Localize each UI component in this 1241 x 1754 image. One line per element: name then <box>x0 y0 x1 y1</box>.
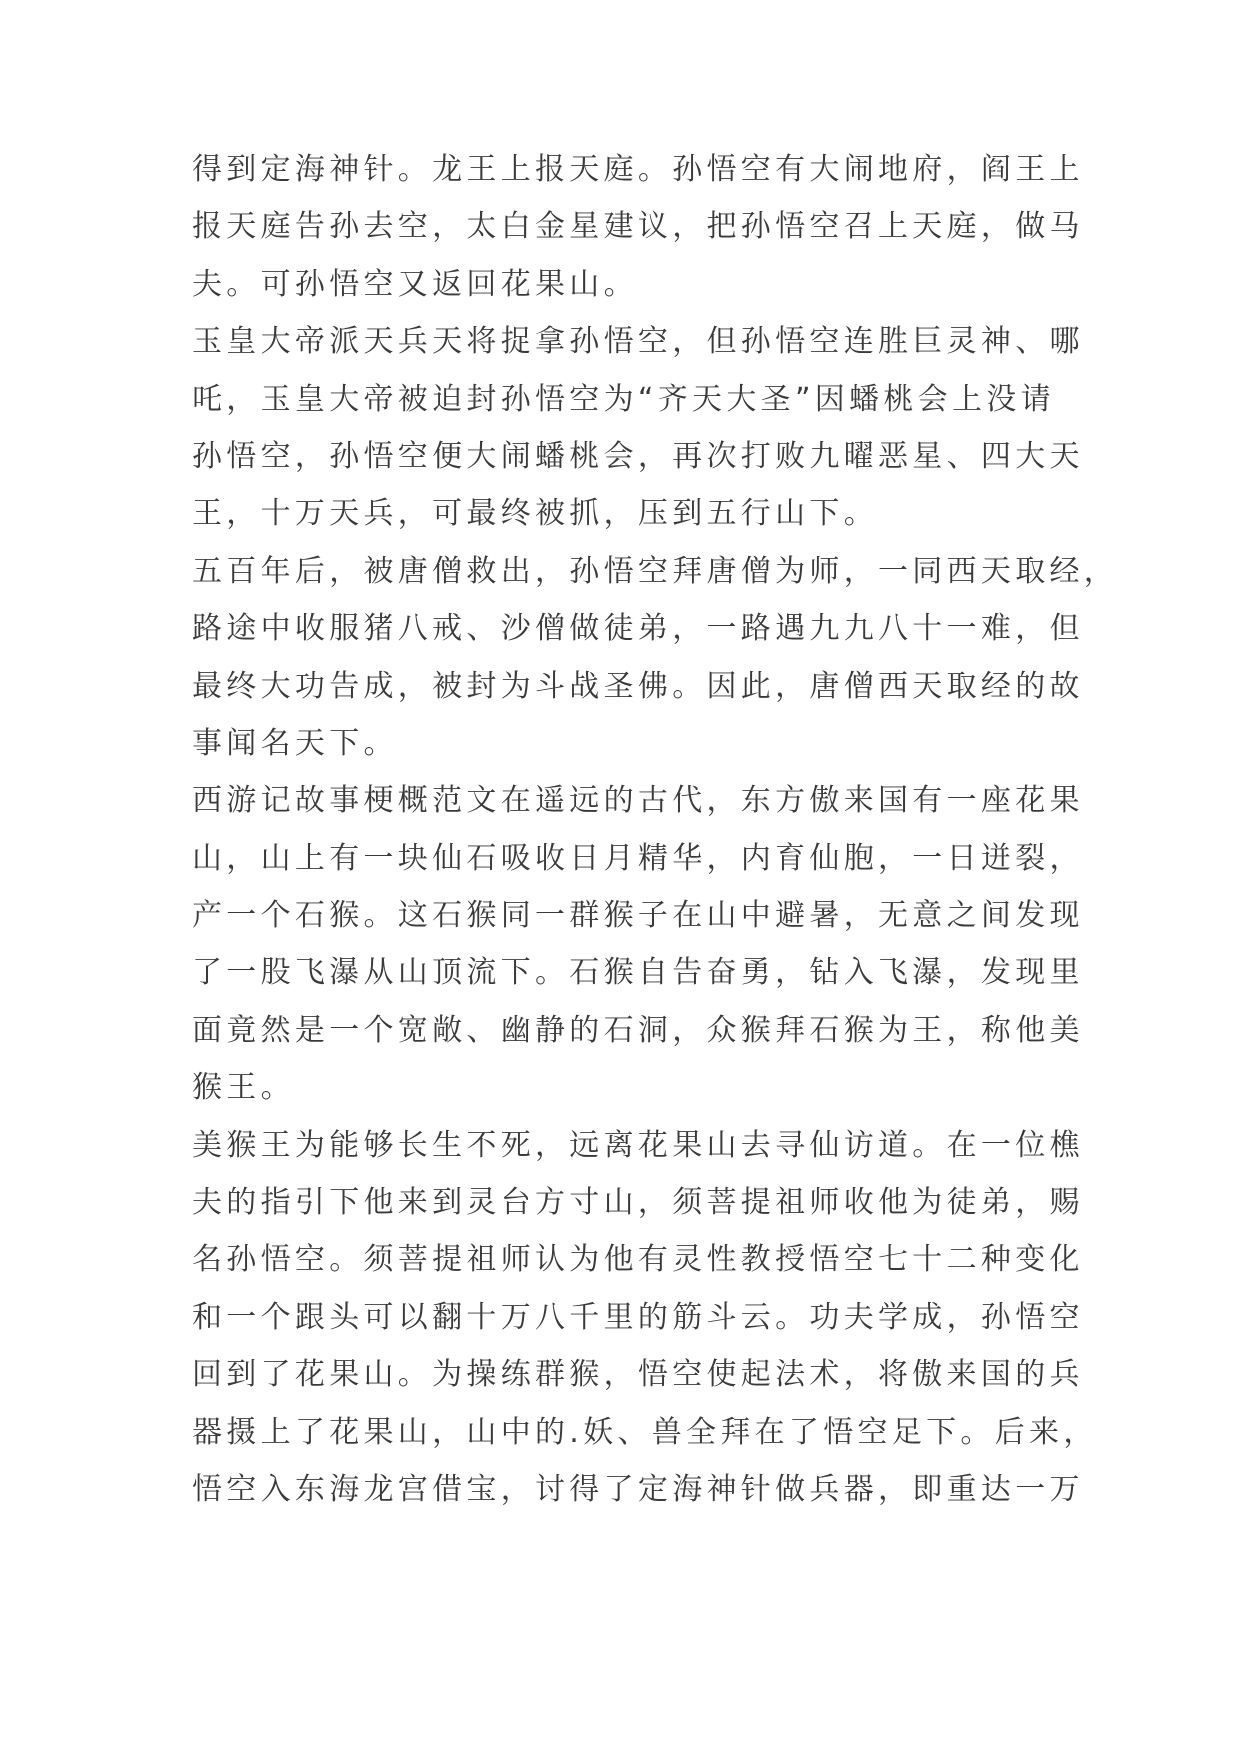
text-line: 吒，玉皇大帝被迫封孙悟空为“齐天大圣”因蟠桃会上没请 <box>192 381 1055 417</box>
text-line: 美猴王为能够长生不死，远离花果山去寻仙访道。在一位樵 <box>192 1127 1084 1163</box>
text-line: 夫。可孙悟空又返回花果山。 <box>192 266 638 302</box>
text-line: 路途中收服猪八戒、沙僧做徒弟，一路遇九九八十一难，但 <box>192 611 1084 647</box>
text-line: 了一股飞瀑从山顶流下。石猴自告奋勇，钻入飞瀑，发现里 <box>192 955 1084 991</box>
document-body <box>192 141 1119 1518</box>
text-line: 玉皇大帝派天兵天将捉拿孙悟空，但孙悟空连胜巨灵神、哪 <box>192 324 1084 360</box>
text-line: 西游记故事梗概范文在遥远的古代，东方傲来国有一座花果 <box>192 783 1084 819</box>
text-line: 得到定海神针。龙王上报天庭。孙悟空有大闹地府，阎王上 <box>192 152 1084 187</box>
text-line: 器摄上了花果山，山中的.妖、兽全拜在了悟空足下。后来， <box>192 1414 1098 1450</box>
text-line: 产一个石猴。这石猴同一群猴子在山中避暑，无意之间发现 <box>192 898 1084 934</box>
text-line: 王，十万天兵，可最终被抓，压到五行山下。 <box>192 496 878 532</box>
text-line: 五百年后，被唐僧救出，孙悟空拜唐僧为师，一同西天取经， <box>192 553 1119 589</box>
text-line: 悟空入东海龙宫借宝，讨得了定海神针做兵器，即重达一万 <box>192 1471 1084 1507</box>
text-line: 事闻名天下。 <box>192 725 398 761</box>
text-line: 回到了花果山。为操练群猴，悟空使起法术，将傲来国的兵 <box>192 1357 1084 1393</box>
text-line: 和一个跟头可以翻十万八千里的筋斗云。功夫学成，孙悟空 <box>192 1299 1084 1335</box>
text-line: 孙悟空，孙悟空便大闹蟠桃会，再次打败九曜恶星、四大天 <box>192 438 1084 474</box>
text-line: 面竟然是一个宽敞、幽静的石洞，众猴拜石猴为王，称他美 <box>192 1012 1084 1048</box>
text-line: 最终大功告成，被封为斗战圣佛。因此，唐僧西天取经的故 <box>192 668 1084 704</box>
text-line: 报天庭告孙去空，太白金星建议，把孙悟空召上天庭，做马 <box>192 209 1084 245</box>
text-line: 夫的指引下他来到灵台方寸山，须菩提祖师收他为徒弟，赐 <box>192 1185 1084 1221</box>
text-line: 山，山上有一块仙石吸收日月精华，内育仙胞，一日迸裂， <box>192 840 1084 876</box>
text-line: 名孙悟空。须菩提祖师认为他有灵性教授悟空七十二种变化 <box>192 1242 1084 1278</box>
text-line: 猴王。 <box>192 1070 295 1106</box>
